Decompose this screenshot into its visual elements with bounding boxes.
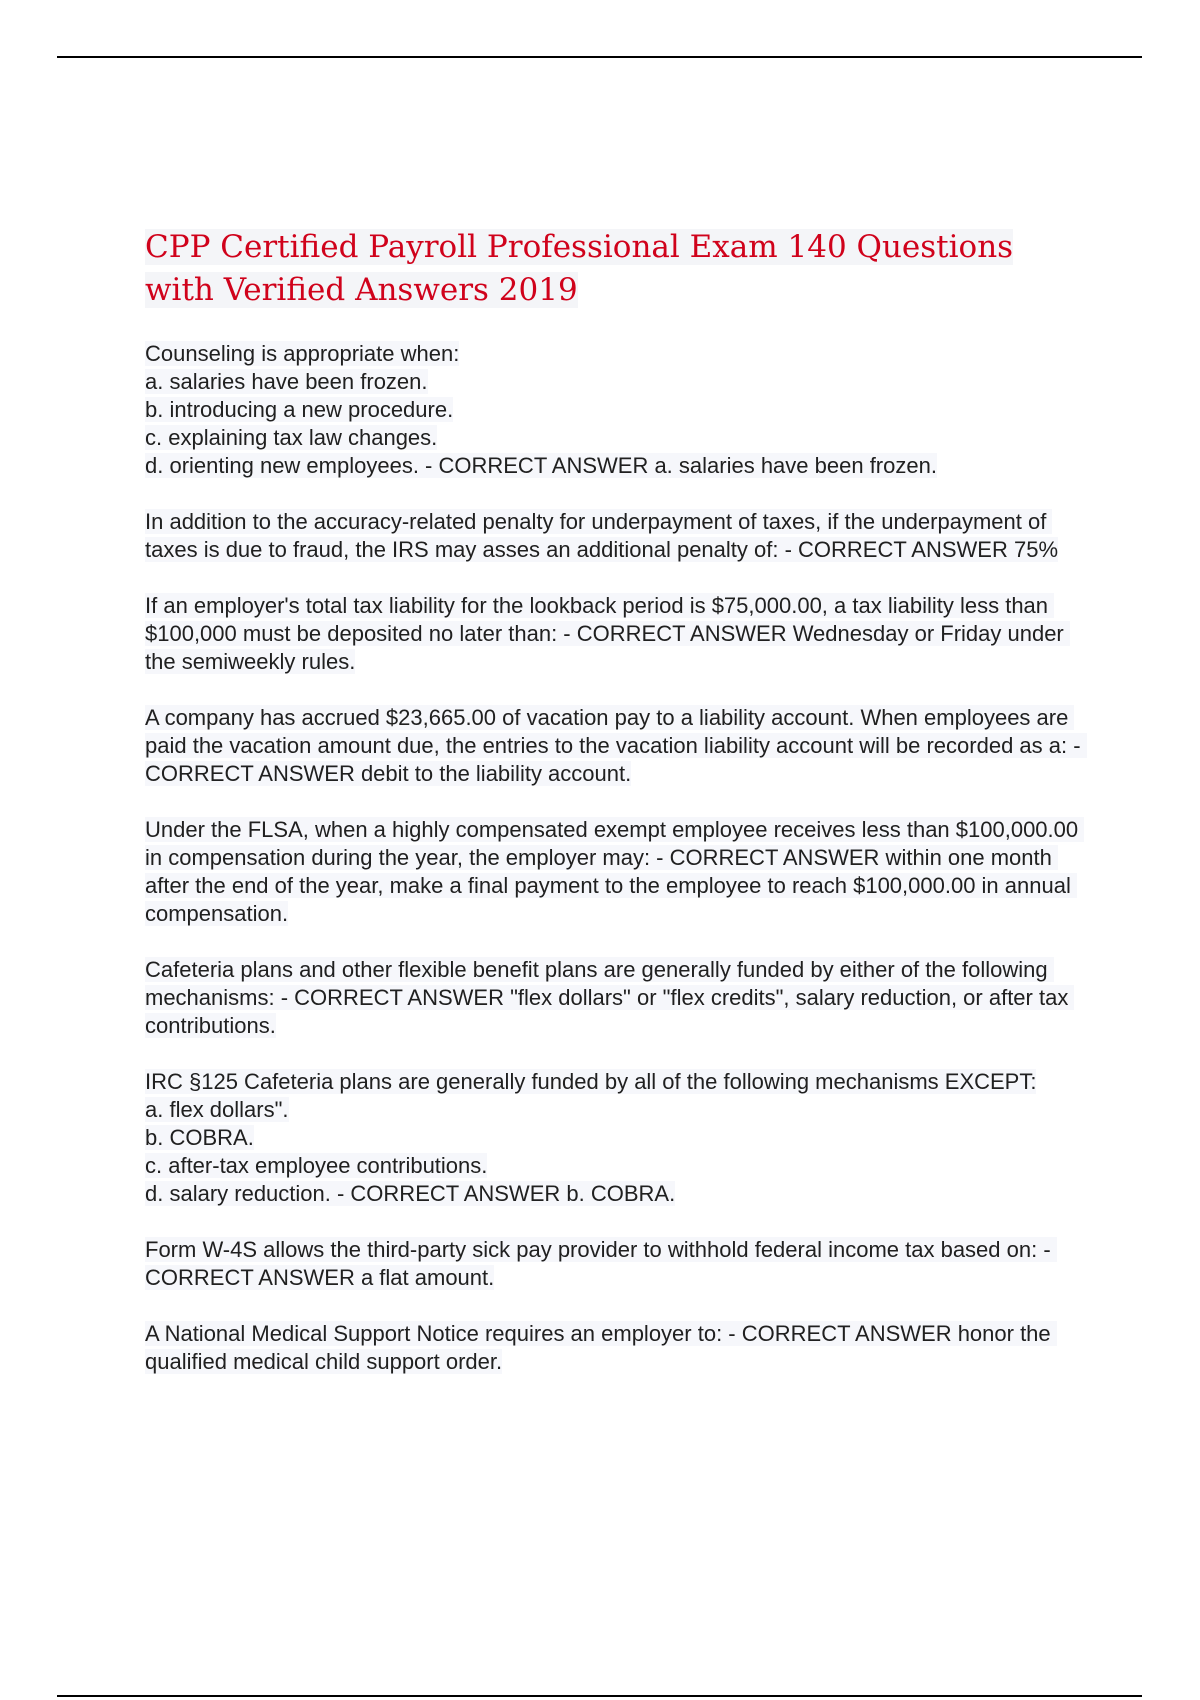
question-item — [145, 704, 1100, 788]
answer-option: c. explaining tax law changes. — [145, 425, 438, 450]
question-item — [145, 508, 1100, 564]
answer-option: b. introducing a new procedure. — [145, 397, 454, 422]
question-item — [145, 956, 1100, 1040]
question-text: If an employer's total tax liability for the lookback period is $75,000.00, a tax liability less than $100,000 must be deposited no later than: - CORRECT ANSWER Wednesday or Friday under the semiweekly rules. — [145, 593, 1070, 674]
document-title: CPP Certified Payroll Professional Exam 140 Questions with Verified Answers 2019 — [145, 229, 1014, 308]
question-list — [145, 340, 1100, 1404]
question-item — [145, 816, 1100, 928]
question-text: Counseling is appropriate when: — [145, 341, 460, 366]
question-item — [145, 1236, 1100, 1292]
question-text: A company has accrued $23,665.00 of vacation pay to a liability account. When employees are paid the vacation amount due, the entries to the vacation liability account will be recorded as a: - CORRECT ANSWER debit to the liability account. — [145, 705, 1087, 786]
answer-option: d. salary reduction. - CORRECT ANSWER b. COBRA. — [145, 1181, 676, 1206]
answer-option: d. orienting new employees. - CORRECT ANSWER a. salaries have been frozen. — [145, 453, 937, 478]
answer-option: c. after-tax employee contributions. — [145, 1153, 488, 1178]
answer-option: a. salaries have been frozen. — [145, 369, 428, 394]
question-item — [145, 340, 1100, 480]
question-text: In addition to the accuracy-related penalty for underpayment of taxes, if the underpayment of taxes is due to fraud, the IRS may asses an additional penalty of: - CORRECT ANSWER 75% — [145, 509, 1059, 562]
answer-option: b. COBRA. — [145, 1125, 254, 1150]
question-item — [145, 1068, 1100, 1208]
question-text: Cafeteria plans and other flexible benefit plans are generally funded by either of the following mechanisms: - CORRECT ANSWER "flex dollars" or "flex credits", salary reduction, or after tax contributions. — [145, 957, 1075, 1038]
bottom-rule — [57, 1695, 1142, 1697]
question-item — [145, 1320, 1100, 1376]
question-text: Form W-4S allows the third-party sick pay provider to withhold federal income tax based on: - CORRECT ANSWER a flat amount. — [145, 1237, 1057, 1290]
question-text: A National Medical Support Notice requires an employer to: - CORRECT ANSWER honor the qualified medical child support order. — [145, 1321, 1057, 1374]
top-rule — [57, 56, 1142, 58]
question-item — [145, 592, 1100, 676]
answer-option: a. flex dollars". — [145, 1097, 289, 1122]
question-text: IRC §125 Cafeteria plans are generally funded by all of the following mechanisms EXCEPT: — [145, 1069, 1037, 1094]
question-text: Under the FLSA, when a highly compensated exempt employee receives less than $100,000.00 in compensation during the year, the employer may: - CORRECT ANSWER within one month after the end of the year, make a final payment to the employee to reach $100,000.00 in annual compensation. — [145, 817, 1085, 926]
